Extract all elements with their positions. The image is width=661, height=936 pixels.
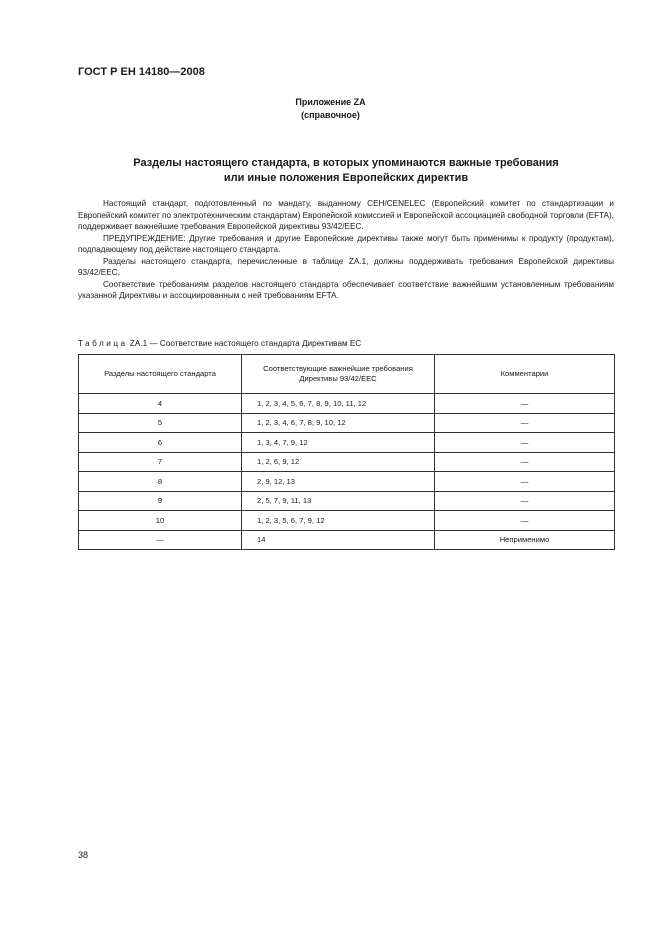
table-row [79,394,615,414]
cell-section: 4 [79,394,242,414]
table-row [79,433,615,453]
section-title [78,156,614,186]
page-number: 38 [78,850,89,860]
cell-requirements: 1, 2, 3, 5, 6, 7, 9, 12 [242,511,435,531]
annex-title: Приложение ZA [295,97,366,107]
table-caption-text: ZA.1 — Соответствие настоящего стандарта Директивам ЕС [129,339,362,348]
cell-requirements: 2, 5, 7, 9, 11, 13 [242,491,435,511]
table-caption-label: Таблица [78,339,128,348]
section-title-line-2: или иные положения Европейских директив [223,172,469,184]
directive-correspondence-table [78,354,615,550]
cell-comment: — [435,394,615,414]
table-row [79,491,615,511]
body-text [78,198,614,302]
cell-comment: — [435,491,615,511]
table-row [79,530,615,550]
cell-comment: — [435,433,615,453]
cell-section: 8 [79,472,242,492]
table-caption [78,338,361,349]
header-requirements-line-1: Соответствующие важнейшие требования [263,364,413,373]
paragraph-mandate: Настоящий стандарт, подготовленный по мандату, выданному CEH/CENELEC (Европейский комитет по стандартизации и Европейский комитет по электротехническим стандартам) Европейской комиссией и Европейской ассоциацией свободной торговли (EFTA), поддерживает важнейшие требования Европейской директивы 93/42/EEC. [78,199,614,231]
document-code: ГОСТ Р ЕН 14180—2008 [78,66,205,78]
cell-section: 7 [79,452,242,472]
table-row [79,511,615,531]
cell-section: 5 [79,413,242,433]
header-requirements [242,355,435,394]
cell-section: 9 [79,491,242,511]
header-sections: Разделы настоящего стандарта [79,355,242,394]
cell-section: — [79,530,242,550]
cell-requirements: 1, 2, 3, 4, 5, 6, 7, 8, 9, 10, 11, 12 [242,394,435,414]
cell-comment: Неприменимо [435,530,615,550]
cell-section: 6 [79,433,242,453]
cell-comment: — [435,511,615,531]
table-row [79,413,615,433]
header-requirements-line-2: Директивы 93/42/EEC [299,374,377,383]
cell-requirements: 1, 2, 3, 4, 6, 7, 8, 9, 10, 12 [242,413,435,433]
table-row [79,452,615,472]
cell-comment: — [435,452,615,472]
cell-requirements: 14 [242,530,435,550]
paragraph-conformity: Соответствие требованиям разделов настоящего стандарта обеспечивает соответствие важнейшим установленным требованиям указанной Директивы и ассоциированным с ней требованиям EFTA. [78,279,614,300]
paragraph-sections: Разделы настоящего стандарта, перечисленные в таблице ZA.1, должны поддерживать требования Европейской директивы 93/42/EEC. [78,256,614,277]
cell-comment: — [435,413,615,433]
paragraph-warning: ПРЕДУПРЕЖДЕНИЕ: Другие требования и другие Европейские директивы также могут быть применимы к продукту (продуктам), подпадающему под действие настоящего стандарта. [78,233,614,254]
cell-section: 10 [79,511,242,531]
section-title-line-1: Разделы настоящего стандарта, в которых упоминаются важные требования [133,157,559,169]
header-comments: Комментарии [435,355,615,394]
annex-subtitle: (справочное) [301,110,360,120]
table-row [79,472,615,492]
cell-requirements: 2, 9, 12, 13 [242,472,435,492]
cell-requirements: 1, 3, 4, 7, 9, 12 [242,433,435,453]
cell-comment: — [435,472,615,492]
table-header-row [79,355,615,394]
cell-requirements: 1, 2, 6, 9, 12 [242,452,435,472]
